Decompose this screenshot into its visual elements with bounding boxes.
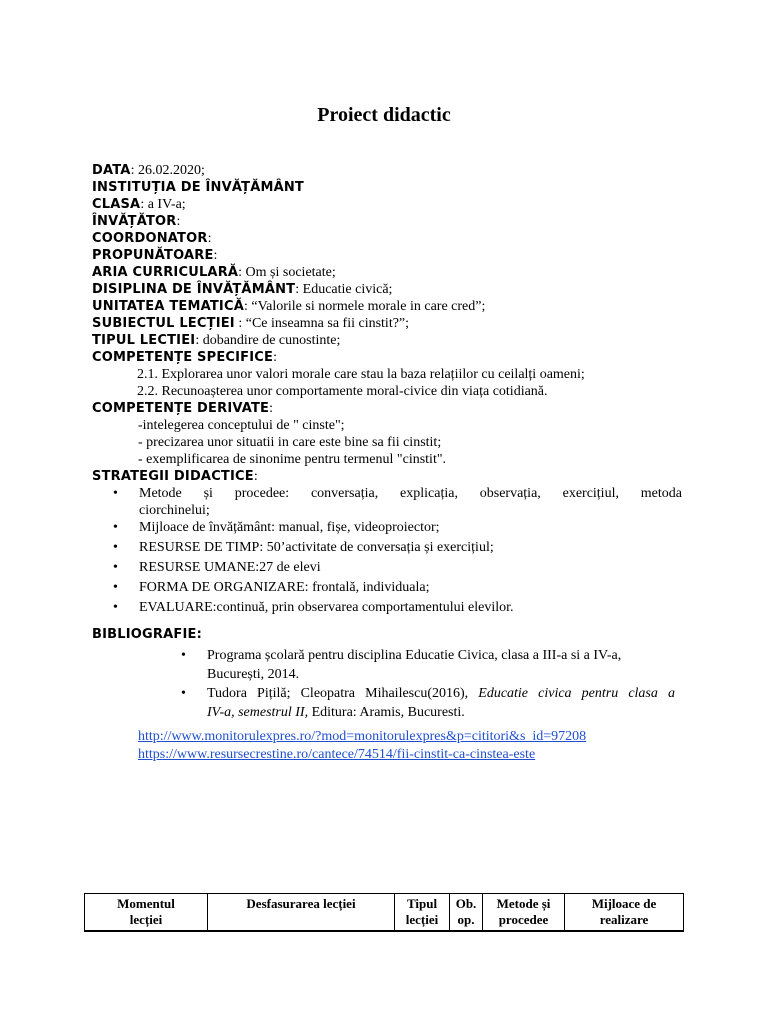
list-item: • Metode și procedee: conversația, explicația, observația, exercițiul, metoda ciorchinelui; (92, 485, 682, 519)
info-discipline: DISIPLINA DE ÎNVĂȚĂMÂNT: Educatie civică; (92, 282, 393, 297)
derived-competences-heading: COMPETENȚE DERIVATE: (92, 401, 274, 416)
list-item: • EVALUARE:continuă, prin observarea comportamentului elevilor. (92, 599, 682, 616)
col-mijloace: Mijloace de realizare (565, 894, 684, 932)
monitorulexpres-link[interactable]: http://www.monitorulexpres.ro/?mod=monitorulexpres&p=cititori&s_id=97208 (138, 729, 587, 744)
list-item: • Programa școlară pentru disciplina Educatie Civica, clasa a III-a si a IV-a, București, 2014. (160, 646, 675, 684)
col-tipul: Tipul lecției (395, 894, 450, 932)
list-item: • RESURSE UMANE:27 de elevi (92, 559, 682, 576)
col-desfasurare: Desfasurarea lecției (208, 894, 395, 932)
info-date: DATA: 26.02.2020; (92, 163, 205, 178)
bibliography-heading: BIBLIOGRAFIE: (92, 627, 202, 642)
resursecrestine-link[interactable]: https://www.resursecrestine.ro/cantece/74514/fii-cinstit-ca-cinstea-este (138, 747, 536, 762)
info-institution: INSTITUȚIA DE ÎNVĂȚĂMÂNT (92, 180, 305, 195)
col-ob-op: Ob. op. (450, 894, 483, 932)
info-proposer: PROPUNĂTOARE: (92, 248, 218, 263)
derived-competence-item: - exemplificarea de sinonime pentru termenul "cinstit". (138, 452, 447, 467)
derived-competence-item: -intelegerea conceptului de " cinste"; (138, 418, 345, 433)
specific-competence-item: 2.2. Recunoașterea unor comportamente moral-civice din viața cotidiană. (137, 384, 548, 399)
strategies-heading: STRATEGII DIDACTICE: (92, 469, 258, 484)
info-lesson-type: TIPUL LECTIEI: dobandire de cunostinte; (92, 333, 341, 348)
specific-competence-item: 2.1. Explorarea unor valori morale care stau la baza relațiilor cu ceilalți oameni; (137, 367, 585, 382)
list-item: • Mijloace de învățământ: manual, fișe, videoproiector; (92, 519, 682, 536)
list-item: • RESURSE DE TIMP: 50’activitate de conversația și exercițiul; (92, 539, 682, 556)
list-item: • FORMA DE ORGANIZARE: frontală, individuala; (92, 579, 682, 596)
list-item: • Tudora Pițilă; Cleopatra Mihailescu(2016), Educatie civica pentru clasa a IV-a, semestrul II, Editura: Aramis, Bucuresti. (160, 684, 675, 722)
lesson-info (92, 162, 682, 619)
info-teacher: ÎNVĂȚĂTOR: (92, 214, 181, 229)
info-coordinator: COORDONATOR: (92, 231, 212, 246)
info-class: CLASA: a IV-a; (92, 197, 186, 212)
table-header-row (85, 894, 684, 932)
info-lesson-subject: SUBIECTUL LECȚIEI : “Ce inseamna sa fii cinstit?”; (92, 316, 410, 331)
col-metode: Metode și procedee (483, 894, 565, 932)
bibliography-list (160, 646, 675, 722)
info-curricular-area: ARIA CURRICULARĂ: Om și societate; (92, 265, 336, 280)
col-moment: Momentul lecției (85, 894, 208, 932)
info-thematic-unit: UNITATEA TEMATICĂ: “Valorile si normele morale in care cred”; (92, 299, 486, 314)
derived-competence-item: - precizarea unor situatii in care este bine sa fii cinstit; (138, 435, 442, 450)
lesson-table (84, 893, 684, 932)
reference-links (138, 728, 586, 764)
specific-competences-heading: COMPETENȚE SPECIFICE: (92, 350, 278, 365)
strategies-list (92, 485, 682, 616)
page-title: Proiect didactic (317, 104, 451, 126)
